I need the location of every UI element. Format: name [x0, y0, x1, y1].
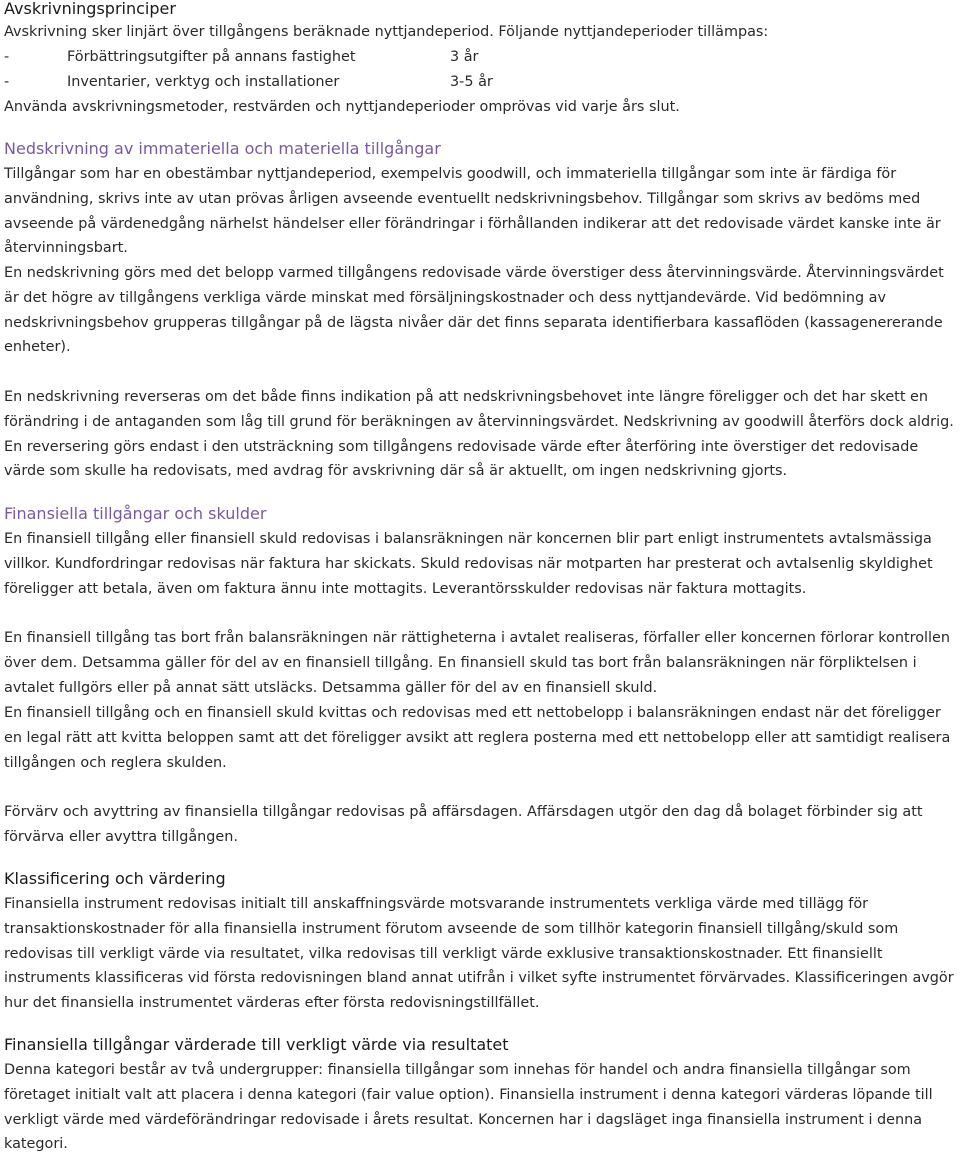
paragraph-avskrivning-outro: Använda avskrivningsmetoder, restvärden och nyttjandeperioder omprövas vid varje års slut. [4, 99, 680, 115]
paragraph-nedskrivning-3: En nedskrivning reverseras om det både finns indikation på att nedskrivningsbehovet inte längre föreligger och det har skett en förändring i de antaganden som låg till grund för beräkningen av återvinningsvärdet. Nedskrivning av goodwill återförs dock aldrig. En reversering görs endast i den utsträckning som tillgångens redovisade värde efter återföring inte överstiger det redovisade värde som skulle ha redovisats, med avdrag för avskrivning där så är aktuellt, om ingen nedskrivning gjorts. [4, 389, 954, 480]
paragraph-klassificering: Finansiella instrument redovisas initialt till anskaffningsvärde motsvarande instrumentets verkliga värde med tillägg för transaktionskostnader för alla finansiella instrument förutom avseende de som tillhör kategorin finansiell tillgång/skuld som redovisas till verkligt värde via resultatet, vilka redovisas till verkligt värde exklusive transaktionskostnader. Ett finansiellt instruments klassificeras vid första redovisningen bland annat utifrån i vilket syfte instrumentet förvärvades. Klassificeringen avgör hur det finansiella instrumentet värderas efter första redovisningstillfället. [4, 896, 954, 1012]
list-item-label: Inventarier, verktyg och installationer [67, 74, 340, 90]
paragraph-finansiella-1: En finansiell tillgång eller finansiell skuld redovisas i balansräkningen när koncernen blir part enligt instrumentets avtalsmässiga villkor. Kundfordringar redovisas när faktura har skickats. Skuld redovisas när motparten har presterat och avtalsenlig skyldighet föreligger att betala, även om faktura ännu inte mottagits. Leverantörsskulder redovisas när faktura mottagits. [4, 531, 933, 597]
list-item-value: 3 år [450, 49, 479, 65]
paragraph-finansiella-3: En finansiell tillgång och en finansiell skuld kvittas och redovisas med ett nettobelopp i balansräkningen endast när det föreligger en legal rätt att kvitta beloppen samt att det föreligger avsikt att reglera posterna med ett nettobelopp eller att samtidigt realisera tillgången och reglera skulden. [4, 705, 951, 771]
list-item-value: 3-5 år [450, 74, 493, 90]
heading-nedskrivning: Nedskrivning av immateriella och materiella tillgångar [4, 139, 441, 158]
list-dash: - [4, 74, 10, 90]
paragraph-finansiella-2: En finansiell tillgång tas bort från balansräkningen när rättigheterna i avtalet realiseras, förfaller eller koncernen förlorar kontrollen över dem. Detsamma gäller för del av en finansiell tillgång. En finansiell skuld tas bort från balansräkningen när förpliktelsen i avtalet fullgörs eller på annat sätt utsläcks. Detsamma gäller för del av en finansiell skuld. [4, 630, 951, 696]
heading-avskrivningsprinciper: Avskrivningsprinciper [4, 0, 176, 18]
paragraph-finansiella-4: Förvärv och avyttring av finansiella tillgångar redovisas på affärsdagen. Affärsdagen utgör den dag då bolaget förbinder sig att förvärva eller avyttra tillgången. [4, 804, 923, 845]
paragraph-nedskrivning-2: En nedskrivning görs med det belopp varmed tillgångens redovisade värde överstiger dess återvinningsvärde. Återvinningsvärdet är det högre av tillgångens verkliga värde minskat med försäljningskostnader och dess nyttjandevärde. Vid bedömning av nedskrivningsbehov grupperas tillgångar på de lägsta nivåer där det finns separata identifierbara kassaflöden (kassagenererande enheter). [4, 265, 944, 356]
paragraph-avskrivning-intro: Avskrivning sker linjärt över tillgångens beräknade nyttjandeperiod. Följande nyttjandeperioder tillämpas: [4, 24, 769, 40]
paragraph-nedskrivning-1: Tillgångar som har en obestämbar nyttjandeperiod, exempelvis goodwill, och immateriella tillgångar som inte är färdiga för användning, skrivs inte av utan prövas årligen avseende eventuellt nedskrivningsbehov. Tillgångar som skrivs av bedöms med avseende på värdenedgång närhelst händelser eller förändringar i förhållanden indikerar att det redovisade värdet kanske inte är återvinningsbart. [4, 166, 941, 257]
list-dash: - [4, 49, 10, 65]
heading-verkligt-varde: Finansiella tillgångar värderade till verkligt värde via resultatet [4, 1035, 509, 1054]
heading-klassificering: Klassificering och värdering [4, 869, 226, 888]
list-item-label: Förbättringsutgifter på annans fastighet [67, 49, 356, 65]
paragraph-verkligt-varde: Denna kategori består av två undergrupper: finansiella tillgångar som innehas för handel och andra finansiella tillgångar som företaget initialt valt att placera i denna kategori (fair value option). Finansiella instrument i denna kategori värderas löpande till verkligt värde med värdeförändringar redovisade i årets resultat. Koncernen har i dagsläget inga finansiella instrument i denna kategori. [4, 1062, 933, 1153]
heading-finansiella-tillgangar: Finansiella tillgångar och skulder [4, 504, 267, 523]
